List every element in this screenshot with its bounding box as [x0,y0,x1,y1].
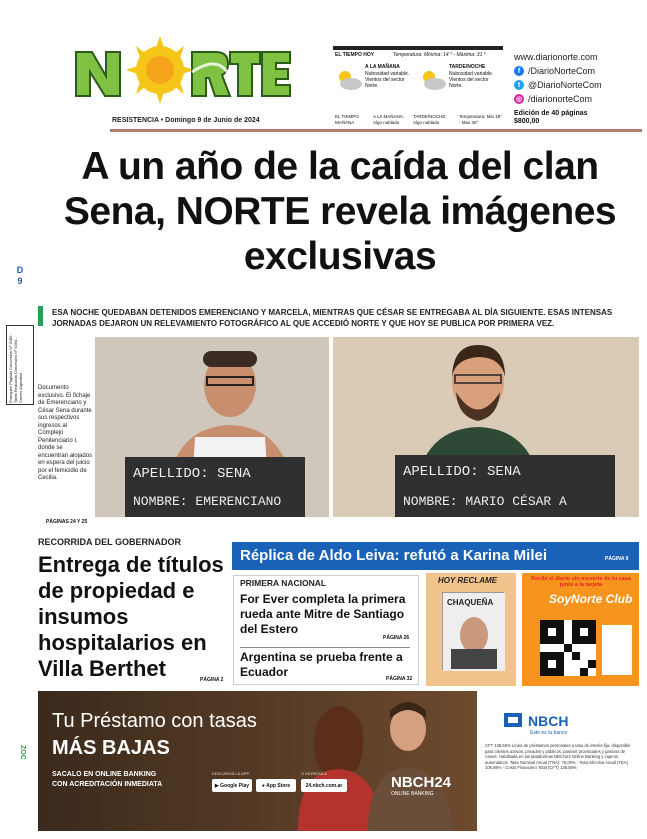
ad-sub2: CON ACREDITACIÓN INMEDIATA [52,781,163,788]
promo-card [602,625,632,675]
photo-cesar [333,337,639,517]
ad-line2: MÁS BAJAS [52,737,170,759]
national-story2-page: PÁGINA 32 [386,676,413,682]
national-story2[interactable]: Argentina se prueba frente a Ecuador [240,650,403,679]
weather-title: EL TIEMPO HOY [335,52,375,58]
promo-text: Recibí el diario sin moverte de tu casa junto a la tarjeta [531,576,631,588]
nbch24-logo: NBCH24 [391,774,452,791]
ad-enter-label: O INGRESÁ A [301,771,327,776]
national-kicker: PRIMERA NACIONAL [240,578,327,588]
governor-headline[interactable]: Entrega de títulos de propiedad e insumos hospitalarios en Villa Berthet [38,552,224,681]
apple-icon: ● [261,782,267,789]
nbch-tagline: Este es tu banco [530,730,568,736]
play-icon: ▶ [214,782,221,789]
ad-sub1: SACALO EN ONLINE BANKING [52,771,157,778]
weather-evening: TARDE/NOCHE Nubosidad variable. Vientos del sector Norte. [419,62,501,104]
hoy-reclame-title: HOY RECLAME [438,576,497,585]
replica-headline[interactable]: Réplica de Aldo Leiva: refutó a Karina Milei [240,547,548,564]
weather-morning: A LA MAÑANA Nubosidad variable. Vientos del sector Norte. [335,62,417,104]
app-store-button[interactable]: ● App Store [256,779,296,792]
svg-text:NBCH: NBCH [528,713,569,729]
qr-code-icon[interactable] [540,620,596,676]
magazine-title: CHAQUEÑA [447,598,494,607]
partly-cloudy-icon [335,68,363,92]
photo2-board-line2: NOMBRE: MARIO CÉSAR A [403,494,567,509]
corner-tag: ZOC [19,745,26,760]
postage-box: Franqueo Pagado Concesión Nº 3189 - Tarifa Reducida Concesión Nº 5394 - Correo Argentino [6,325,34,405]
photo2-board-line1: APELLIDO: SENA [403,464,521,480]
governor-page: PÁGINA 2 [200,677,224,683]
main-headline[interactable]: A un año de la caída del clan Sena, NORTE revela imágenes exclusivas [63,145,617,278]
dateline: RESISTENCIA • Domingo 9 de Junio de 2024 [112,117,260,124]
main-lead: ESA NOCHE QUEDABAN DETENIDOS EMERENCIANO Y MARCELA, MIENTRAS QUE CÉSAR SE ENTREGABA AL DÍA SIGUIENTE. ESAS INTENSAS JORNADAS DEJARON UN RELEVAMIENTO FOTOGRÁFICO AL QUE ACCEDIÓ NORTE Y QUE HOY SE PUBLICA POR PRIMERA VEZ. [52,308,613,328]
national-story1[interactable]: For Ever completa la primera rueda ante Mitre de Santiago del Estero [240,592,406,636]
norte-logo [72,32,292,112]
magazine-cover [442,592,504,670]
main-pages: PÁGINAS 24 Y 25 [46,519,88,525]
website-link[interactable]: www.diarionorte.com [514,52,598,62]
side-tag: D 9 [16,265,24,286]
weather-box: EL TIEMPO HOY Temperatura: Mínima: 14 ° - Máxima: 31 ° A LA MAÑANA Nubosidad variable. Vientos del sector Norte. TARDE/NOCHE Nubosidad variable. Vientos del sector Norte. EL TIEMPO MAÑANA A LA MAÑANA: Algo nublado TARDE/NOCHE: Algo nublado Temperatura: Min 18° - Max 30° [333,46,503,130]
instagram-link[interactable]: ◎ /diarionorteCom [515,94,593,104]
governor-kicker: RECORRIDA DEL GOBERNADOR [38,537,182,547]
facebook-link[interactable]: f /DiarioNorteCom [514,64,644,78]
sun-icon [126,36,194,104]
twitter-link[interactable]: t @DiarioNorteCom [514,78,644,92]
instagram-icon: ◎ [515,96,523,103]
twitter-icon: t [514,80,524,90]
ad-legal-text: CFT 138,56% Línea de préstamos personales a tasa de interés fija, disponible para clientes activos, privados y públicos, pasivos provinciales y pasivos de Anses. Habilitada en las plataformas NBCH24 Online Banking y cajeros automáticos. Tasa Nominal Anual (TNA): 75,00% - Tasa Efectiva Anual (TEA) 106,98% - Costo Financiero Total (CFT) 138,56% [485,743,631,770]
partly-cloudy-icon [419,68,447,92]
facebook-icon: f [514,66,524,76]
replica-page: PÁGINA 9 [605,556,629,562]
masthead-rule [110,129,642,132]
national-story1-page: PÁGINA 26 [383,635,410,641]
ad-url-button[interactable]: 24.nbch.com.ar [301,779,347,792]
social-links [514,50,644,106]
nbch24-sub: ONLINE BANKING [391,791,434,797]
weather-temperature: Temperatura: Mínima: 14 ° - Máxima: 31 ° [393,52,486,58]
promo-logo: SoyNorte Club [549,592,633,606]
ad-download-label: DESCARGÁ LA APP [212,771,250,776]
photo-caption: Documento exclusivo. El fichaje de Emerenciano y César Sena durante sus respectivos ingresos al Complejo Penitenciario I, donde se encuentran alojados en espera del juicio por el femicidio de Cecilia. [38,385,93,481]
photo1-board-line1: APELLIDO: SENA [133,466,251,482]
photo1-board-line2: NOMBRE: EMERENCIANO [133,494,282,509]
google-play-button[interactable]: ▶ Google Play [212,779,252,792]
edition-info: Edición de 40 páginas $800,00 [514,110,588,125]
lead-marker [38,306,43,326]
photo-emerenciano [95,337,329,517]
divider [240,647,410,648]
ad-line1: Tu Préstamo con tasas [52,710,257,732]
